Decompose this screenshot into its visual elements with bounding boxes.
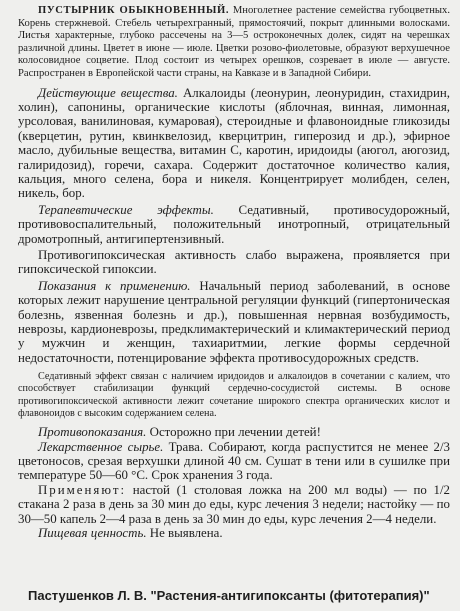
nutrition-heading: Пищевая ценность.: [38, 525, 147, 540]
raw-material-heading: Лекарственное сырье.: [38, 439, 164, 454]
active-substances-heading: Действующие вещества.: [38, 85, 178, 100]
raw-material-paragraph: [18, 440, 450, 483]
contraindications-paragraph: [18, 425, 450, 439]
usage-text: настой (1 столовая ложка на 200 мл воды) — по 1/2 стакана 2 раза в день за 30 мин до еды, курс лечения 3 недели; настойку — по 30—50 капель 2—4 раза в день за 30 мин до еды, курс лечения 2—4 недели.: [18, 482, 450, 526]
therapeutic-effects-paragraph: [18, 203, 450, 246]
active-substances-paragraph: [18, 86, 450, 201]
contraindications-heading: Противопоказания.: [38, 425, 147, 440]
mechanism-note: Седативный эффект связан с наличием иридоидов и алкалоидов в сочетании с калием, что способствует стабилизации функций сердечно-сосудистой системы. В основе противогипоксической активности лежит сочетание широкого спектра органических кислот и флавоноидов с высоким содержанием селена.: [18, 371, 450, 419]
raw-material-text: Трава. Собирают, когда распустится не менее 2/3 цветоносов, срезая верхушки длиной 40 см. Сушат в тени или в сушилке при температуре 50—60 °С. Срок хранения 3 года.: [18, 439, 450, 483]
therapeutic-effects-text: Седативный, противосудорожный, противовоспалительный, положительный инотропный, отрицательный дромотропный, антигипертензивный.: [18, 202, 450, 246]
indications-heading: Показания к применению.: [38, 278, 191, 293]
antihypoxic-paragraph: [18, 248, 450, 277]
nutrition-paragraph: [18, 526, 450, 540]
indications-paragraph: [18, 279, 450, 365]
usage-paragraph: [18, 483, 450, 526]
usage-heading: Применяют:: [38, 482, 127, 497]
plant-description: [18, 5, 450, 81]
plant-title: ПУСТЫРНИК ОБЫКНОВЕННЫЙ.: [38, 5, 230, 16]
plant-description-text: Многолетнее растение семейства губоцветных. Корень стержневой. Стебель четырехгранный, прямостоячий, покрыт длинными волосками. Листья характерные, глубоко рассечены на 3—5 остроконечных долек, сидят на черешках различной длины. Цветет в июне — июле. Цветки розово-фиолетовые, образуют верхушечное колосовидное соцветие. Плод состоит из четырех орешков, созревает в июле — августе. Распространен в Европейской части страны, на Кавказе и в Западной Сибири.: [18, 5, 450, 79]
active-substances-text: Алкалоиды (леонурин, леонуридин, стахидрин, холин), сапонины, органические кислоты (яблочная, винная, лимонная, урсоловая, ванилиновая, кумаровая), стероидные и флавоноидные гликозиды (кверцетин, рутин, квинквелозид, кверцитрин, гиперозид и др.), эфирное масло, дубильные вещества, витамин С, каротин, иридоиды (аюгол, аюгозид, галиридозид), горечи, сахара. Содержит достаточное количество калия, кальция, много селена, бора и никеля. Концентрирует молибден, селен, никель, бор.: [18, 85, 450, 201]
indications-text: Начальный период заболеваний, в основе которых лежит нарушение центральной регуляции функций (гипертоническая болезнь, язвенная болезнь и др.), повышенная нервная возбудимость, неврозы, кардионеврозы, предклимактерический и климактерический период у мужчин и женщин, тахиаритмии, легкие формы сердечной недостаточности, потенцирование эффекта противосудорожных средств.: [18, 278, 450, 365]
therapeutic-effects-heading: Терапевтические эффекты.: [38, 202, 214, 217]
antihypoxic-text: Противогипоксическая активность слабо выражена, проявляется при гипоксической гипоксии.: [18, 248, 450, 277]
nutrition-text: Не выявлена.: [149, 525, 223, 540]
contraindications-text: Осторожно при лечении детей!: [149, 425, 321, 440]
source-citation: Пастушенков Л. В. "Растения-антигипоксанты (фитотерапия)": [28, 588, 430, 603]
